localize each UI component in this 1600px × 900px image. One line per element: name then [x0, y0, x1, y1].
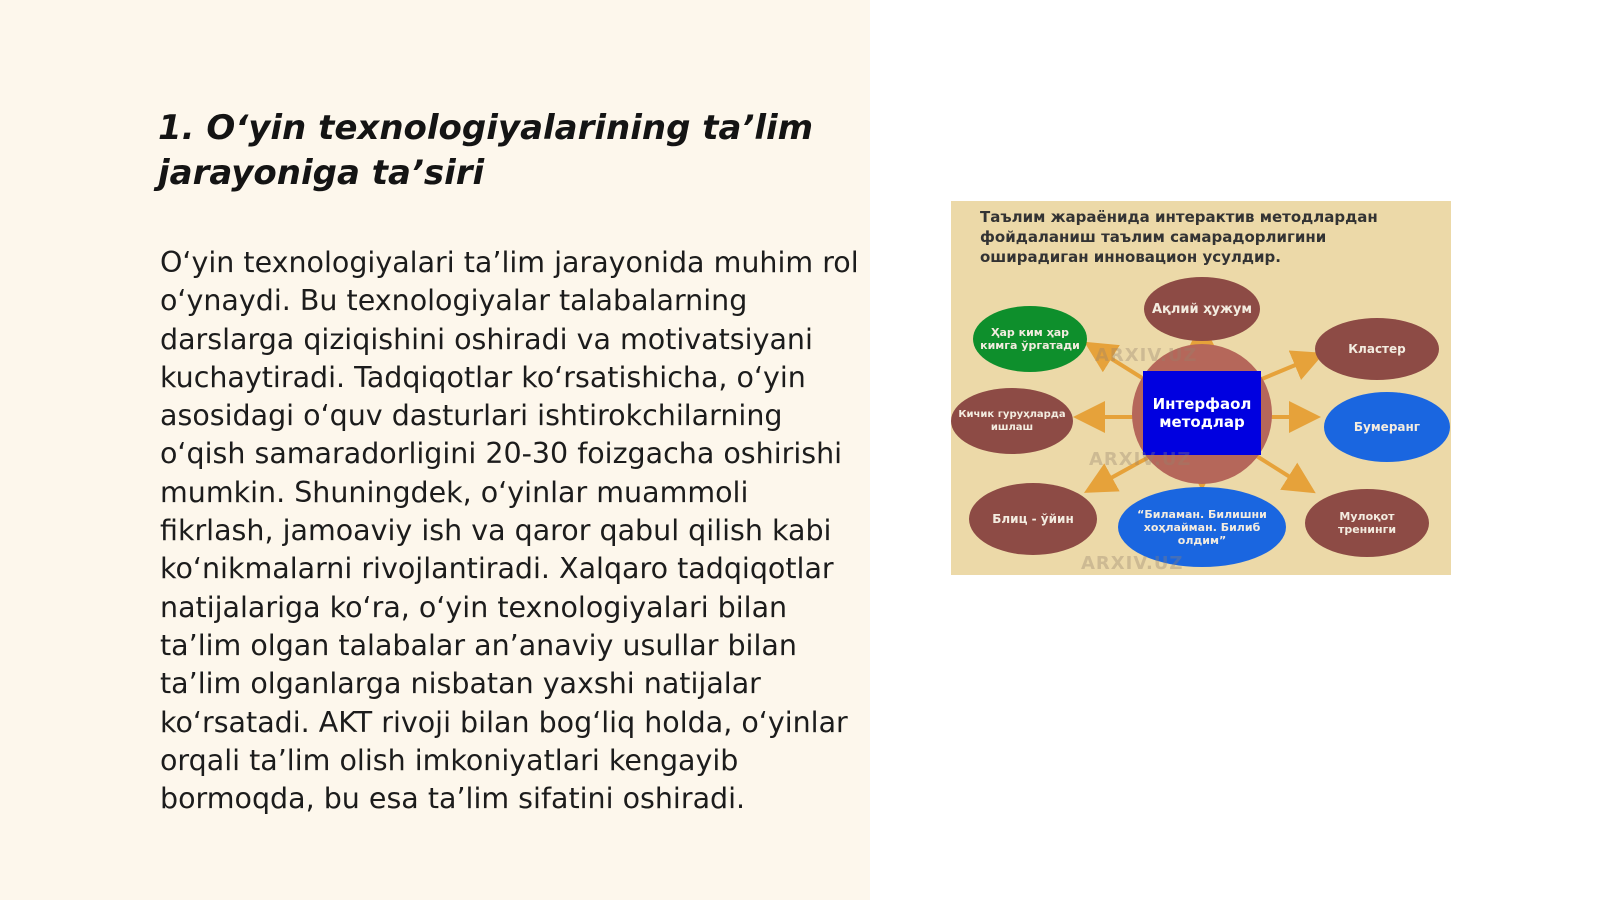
node-top-label: Ақлий ҳужум [1151, 301, 1253, 317]
watermark-2: ARXIV.UZ [1089, 449, 1192, 470]
node-bottom-left-label: Блиц - ўйин [992, 511, 1074, 526]
node-left-label: Кичик гуруҳларда ишлаш [958, 409, 1066, 433]
node-bottom-label: “Биламан. Билишни хоҳлайман. Билиб олдим” [1137, 507, 1267, 547]
slide-title-line-2: jarayoniga ta’siri [158, 153, 485, 193]
slide-title [158, 106, 838, 196]
center-node-label: Интерфаол методлар [1152, 395, 1252, 431]
slide-title-line-1: 1. O‘yin texnologiyalarining ta’lim [158, 108, 814, 148]
interactive-methods-diagram [951, 201, 1451, 575]
arrow-bottom-right [1255, 455, 1309, 489]
node-right-label: Бумеранг [1353, 419, 1421, 434]
node-top-left-label: Ҳар ким ҳар кимга ўргатади [980, 326, 1080, 352]
diagram-caption: Таълим жараёнида интерактив методлардан фойдаланиш таълим самарадорлигини оширадиган инновацион усулдир. [980, 208, 1378, 266]
watermark-1: ARXIV.UZ [1095, 345, 1198, 366]
arrow-top-right [1257, 356, 1317, 381]
watermark-3: ARXIV.UZ [1081, 553, 1184, 574]
node-top-right-label: Кластер [1348, 341, 1406, 356]
slide-body-text: O‘yin texnologiyalari ta’lim jarayonida muhim rol o‘ynaydi. Bu texnologiyalar talabalarning darslarga qiziqishini oshiradi va motivatsiyani kuchaytiradi. Tadqiqotlar ko‘rsatishicha, o‘yin asosidagi o‘quv dasturlari ishtirokchilarning o‘qish samaradorligini 20-30 foizgacha oshirishi mumkin. Shuningdek, o‘yinlar muammoli fikrlash, jamoaviy ish va qaror qabul qilish kabi ko‘nikmalarni rivojlantiradi. Xalqaro tadqiqotlar natijalariga ko‘ra, o‘yin texnologiyalari bilan ta’lim olgan talabalar an’anaviy usullar bilan ta’lim olganlarga nisbatan yaxshi natijalar ko‘rsatadi. AKT rivoji bilan bog‘liq holda, o‘yinlar orqali ta’lim olish imkoniyatlari kengayib bormoqda, bu esa ta’lim sifatini oshiradi. [160, 246, 859, 816]
node-bottom-right-label: Мулоқот тренинги [1337, 510, 1397, 536]
